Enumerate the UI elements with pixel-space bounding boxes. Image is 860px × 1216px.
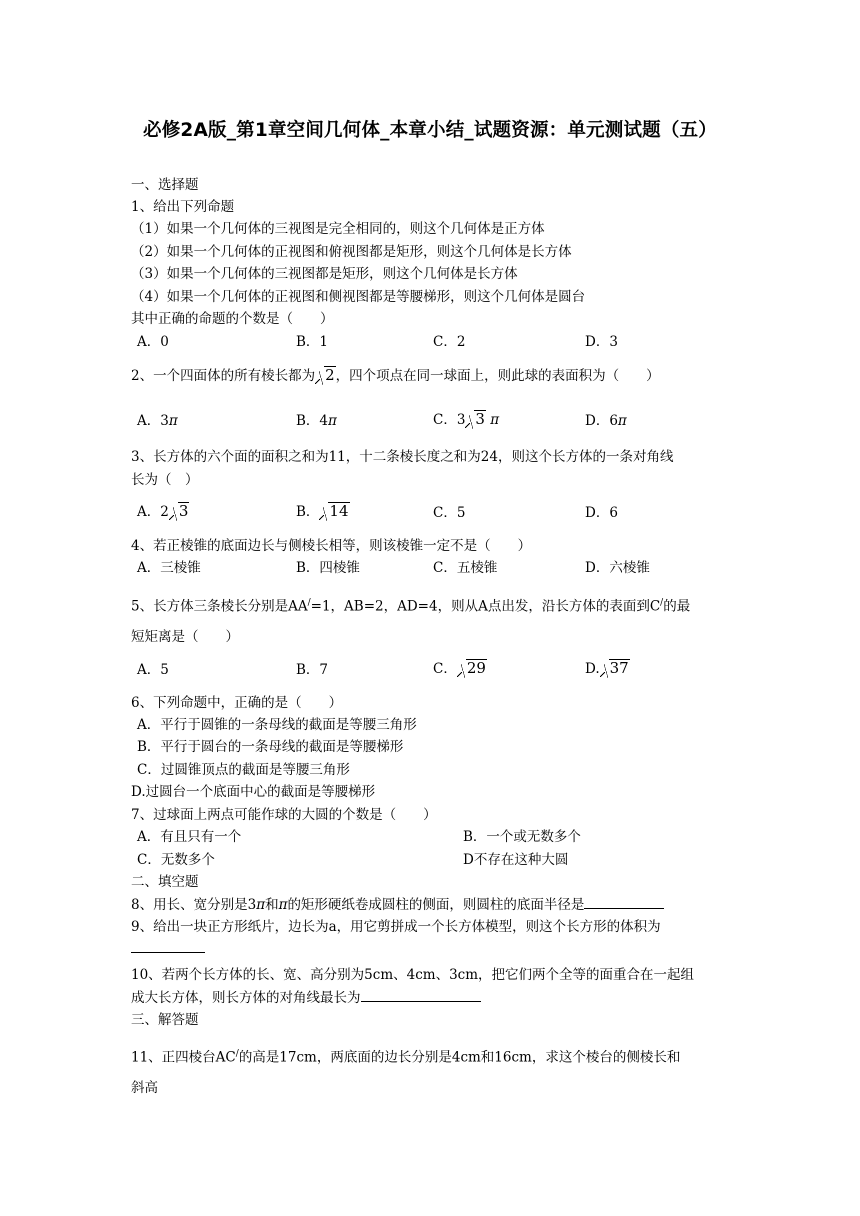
q1-item-4: （4）如果一个几何体的正视图和侧视图都是等腰梯形，则这个几何体是圆台 xyxy=(131,289,586,305)
q3-option-d: D．6 xyxy=(585,505,618,521)
q9-answer-blank[interactable] xyxy=(131,940,205,953)
q2-sqrt: 2 xyxy=(325,366,335,384)
q2-option-d: D．6π xyxy=(585,413,627,429)
q7-option-c: C．无数多个 xyxy=(137,852,215,868)
q4-option-a: A．三棱锥 xyxy=(137,560,201,576)
q1-item-1: （1）如果一个几何体的三视图是完全相同的，则这个几何体是正方体 xyxy=(131,221,545,237)
q5-option-b: B．7 xyxy=(296,662,329,678)
section-heading-choice: 一、选择题 xyxy=(131,177,199,193)
q3-line-1: 3、长方体的六个面的面积之和为11，十二条棱长度之和为24，则这个长方体的一条对角线 xyxy=(131,449,674,465)
q11-line-2: 斜高 xyxy=(131,1080,158,1096)
q1-stem: 1、给出下列命题 xyxy=(131,199,235,215)
q7-option-b: B．一个或无数多个 xyxy=(463,829,581,845)
q9-line-2 xyxy=(131,940,205,958)
q10-line-1: 10、若两个长方体的长、宽、高分别为5cm、4cm、3cm，把它们两个全等的面重合在一起组 xyxy=(131,967,695,983)
q11-line-1: 11、正四棱台AC/的高是17cm，两底面的边长分别是4cm和16cm，求这个棱台的侧棱长和 xyxy=(131,1049,681,1066)
q10-line-2: 成大长方体，则长方体的对角线最长为 xyxy=(131,989,481,1007)
q5-line-2: 短矩离是（ ） xyxy=(131,629,239,645)
q6-item-b: B．平行于圆台的一条母线的截面是等腰梯形 xyxy=(137,739,404,755)
q4-option-c: C．五棱锥 xyxy=(433,560,498,576)
q3-option-a: A．2 3 xyxy=(137,502,189,520)
q3-option-b: B． 14 xyxy=(296,502,349,520)
q5-line-1: 5、长方体三条棱长分别是AA/=1，AB=2，AD=4，则从A点出发，沿长方体的表面到C/的最 xyxy=(131,598,691,615)
q1-option-d: D．3 xyxy=(585,334,618,350)
q2-option-c: C．3 3 π xyxy=(433,410,500,428)
q1-item-3: （3）如果一个几何体的三视图都是矩形，则这个几何体是长方体 xyxy=(131,266,518,282)
q6-item-c: C．过圆锥顶点的截面是等腰三角形 xyxy=(137,762,350,778)
q2-stem-part1: 2、一个四面体的所有棱长都为 xyxy=(131,368,316,384)
q1-option-a: A．0 xyxy=(137,334,169,350)
q6-item-d: D.过圆台一个底面中心的截面是等腰梯形 xyxy=(131,784,376,800)
q5-option-d: D. 37 xyxy=(585,659,629,677)
section-heading-solve: 三、解答题 xyxy=(131,1012,199,1028)
q5-option-a: A．5 xyxy=(137,662,169,678)
section-heading-fill: 二、填空题 xyxy=(131,874,199,890)
q6-item-a: A．平行于圆锥的一条母线的截面是等腰三角形 xyxy=(137,717,417,733)
q5-option-c: C． 29 xyxy=(433,659,486,677)
page-title: 必修2A版_第1章空间几何体_本章小结_试题资源：单元测试题（五） xyxy=(143,120,717,141)
q2-stem-part2: ，四个项点在同一球面上，则此球的表面积为（ ） xyxy=(335,368,660,384)
q3-line-2: 长为（ ） xyxy=(131,472,199,488)
q2-option-b: B．4π xyxy=(296,413,337,429)
q1-option-c: C．2 xyxy=(433,334,466,350)
q2-option-a: A．3π xyxy=(137,413,178,429)
q1-option-b: B．1 xyxy=(296,334,329,350)
q7-stem: 7、过球面上两点可能作球的大圆的个数是（ ） xyxy=(131,807,437,823)
q7-option-a: A．有且只有一个 xyxy=(137,829,242,845)
q8-answer-blank[interactable] xyxy=(584,896,664,909)
q3-option-c: C．5 xyxy=(433,505,466,521)
q2-stem xyxy=(131,366,660,385)
q1-item-2: （2）如果一个几何体的正视图和俯视图都是矩形，则这个几何体是长方体 xyxy=(131,244,572,260)
q1-ask: 其中正确的命题的个数是（ ） xyxy=(131,311,334,327)
q4-option-b: B．四棱锥 xyxy=(296,560,360,576)
q7-option-d: D不存在这种大圆 xyxy=(463,852,569,868)
q9-line-1: 9、给出一块正方形纸片，边长为a，用它剪拼成一个长方体模型，则这个长方形的体积为 xyxy=(131,919,661,935)
q8-stem: 8、用长、宽分别是3π和π的矩形硬纸卷成圆柱的侧面，则圆柱的底面半径是 xyxy=(131,896,664,914)
q4-option-d: D．六棱锥 xyxy=(585,560,650,576)
q6-stem: 6、下列命题中，正确的是（ ） xyxy=(131,695,343,711)
q10-answer-blank[interactable] xyxy=(361,989,481,1002)
q4-stem: 4、若正棱锥的底面边长与侧棱长相等，则该棱锥一定不是（ ） xyxy=(131,538,532,554)
